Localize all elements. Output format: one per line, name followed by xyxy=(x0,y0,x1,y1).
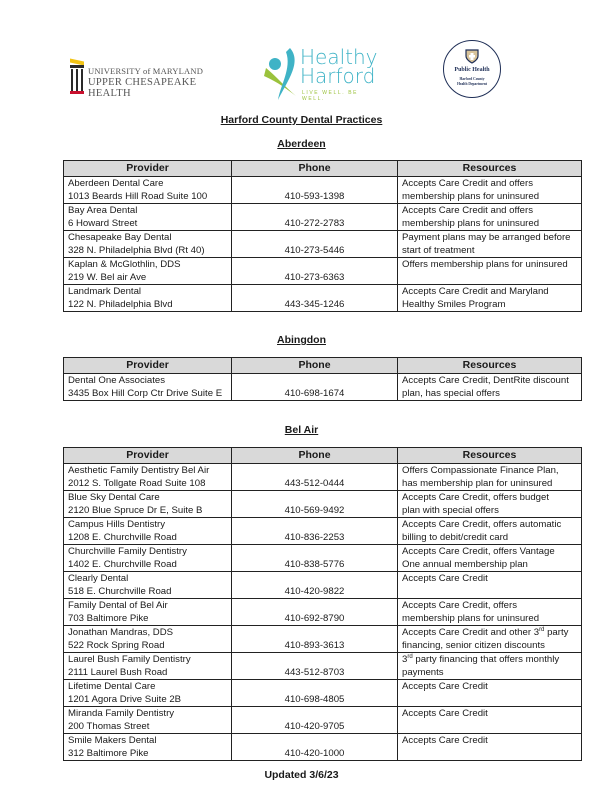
table-row xyxy=(64,734,582,761)
provider-name: Jonathan Mandras, DDS xyxy=(68,627,174,638)
provider-name: Kaplan & McGlothlin, DDS xyxy=(68,259,181,270)
provider-name: Bay Area Dental xyxy=(68,205,138,216)
provider-name: Blue Sky Dental Care xyxy=(68,492,160,503)
resources-cell xyxy=(398,285,582,312)
provider-address: 219 W. Bel air Ave xyxy=(68,272,147,283)
document-title: Harford County Dental Practices xyxy=(220,114,383,126)
provider-name: Aesthetic Family Dentistry Bel Air xyxy=(68,465,210,476)
column-header-phone: Phone xyxy=(232,448,398,464)
table-row xyxy=(64,572,582,599)
phone-cell xyxy=(232,231,398,258)
table-row xyxy=(64,285,582,312)
resources-line: 3rd party financing that offers monthly xyxy=(402,653,560,665)
phone-number: 443-345-1246 xyxy=(284,299,345,310)
resources-line: Accepts Care Credit and offers xyxy=(402,205,534,216)
provider-cell xyxy=(64,177,232,204)
resources-line xyxy=(402,693,577,706)
provider-address: 518 E. Churchville Road xyxy=(68,586,172,597)
provider-cell xyxy=(64,680,232,707)
resources-line: Offers Compassionate Finance Plan, xyxy=(402,465,559,476)
phone-number: 443-512-0444 xyxy=(284,478,345,489)
provider-address: 1208 E. Churchville Road xyxy=(68,532,177,543)
phone-cell xyxy=(232,545,398,572)
provider-name: Chesapeake Bay Dental xyxy=(68,232,172,243)
table-row xyxy=(64,231,582,258)
resources-line: Accepts Care Credit xyxy=(402,708,488,719)
resources-cell xyxy=(398,545,582,572)
column-header-provider: Provider xyxy=(64,448,232,464)
provider-cell xyxy=(64,653,232,680)
provider-address: 2012 S. Tollgate Road Suite 108 xyxy=(68,478,206,489)
phone-cell xyxy=(232,572,398,599)
shield-cross-icon xyxy=(464,48,480,64)
resources-line: membership plans for uninsured xyxy=(402,613,540,624)
phone-number: 410-698-1674 xyxy=(284,388,345,399)
resources-line: Accepts Care Credit, DentRite discount xyxy=(402,375,569,386)
provider-address: 1201 Agora Drive Suite 2B xyxy=(68,694,182,705)
phone-cell xyxy=(232,285,398,312)
column-header-provider: Provider xyxy=(64,161,232,177)
table-header-row xyxy=(64,161,582,177)
healthy-harford-line2: Harford xyxy=(300,64,376,88)
provider-cell xyxy=(64,626,232,653)
resources-line: Accepts Care Credit xyxy=(402,573,488,584)
public-health-logo xyxy=(443,40,501,98)
phone-number: 410-273-6363 xyxy=(284,272,345,283)
phone-number: 410-692-8790 xyxy=(284,613,345,624)
resources-cell xyxy=(398,599,582,626)
table-row xyxy=(64,626,582,653)
resources-cell xyxy=(398,177,582,204)
healthy-harford-logo xyxy=(262,42,382,106)
provider-address: 522 Rock Spring Road xyxy=(68,640,165,651)
phone-cell xyxy=(232,491,398,518)
phone-number: 443-512-8703 xyxy=(284,667,345,678)
phone-cell xyxy=(232,204,398,231)
umd-logo-line2: UPPER CHESAPEAKE HEALTH xyxy=(88,77,197,99)
resources-line: Offers membership plans for uninsured xyxy=(402,259,568,270)
public-health-sub1: Harford County xyxy=(459,77,485,81)
provider-cell xyxy=(64,258,232,285)
table-abingdon xyxy=(63,357,582,401)
resources-cell xyxy=(398,680,582,707)
resources-cell xyxy=(398,231,582,258)
table-row xyxy=(64,680,582,707)
public-health-sub2: Health Department xyxy=(457,81,487,86)
resources-line xyxy=(402,271,577,284)
provider-address: 312 Baltimore Pike xyxy=(68,748,149,759)
resources-line: Accepts Care Credit, offers Vantage xyxy=(402,546,555,557)
phone-cell xyxy=(232,734,398,761)
phone-cell xyxy=(232,258,398,285)
provider-address: 6 Howard Street xyxy=(68,218,138,229)
resources-line: Accepts Care Credit and other 3rd party xyxy=(402,626,569,638)
phone-number: 410-593-1398 xyxy=(284,191,345,202)
table-header-row xyxy=(64,448,582,464)
provider-cell xyxy=(64,464,232,491)
provider-name: Miranda Family Dentistry xyxy=(68,708,175,719)
section-title-abingdon: Abingdon xyxy=(277,334,326,346)
resources-line: Accepts Care Credit, offers budget xyxy=(402,492,550,503)
table-row xyxy=(64,707,582,734)
resources-cell xyxy=(398,204,582,231)
table-row xyxy=(64,177,582,204)
table-row xyxy=(64,545,582,572)
resources-cell xyxy=(398,734,582,761)
table-row xyxy=(64,204,582,231)
phone-cell xyxy=(232,653,398,680)
resources-cell xyxy=(398,626,582,653)
resources-line: has membership plan for uninsured xyxy=(402,478,553,489)
provider-name: Lifetime Dental Care xyxy=(68,681,156,692)
provider-cell xyxy=(64,374,232,401)
provider-name: Smile Makers Dental xyxy=(68,735,157,746)
provider-cell xyxy=(64,518,232,545)
umd-upper-chesapeake-logo xyxy=(70,60,240,99)
person-figure-icon xyxy=(262,46,302,102)
resources-line: membership plans for uninsured xyxy=(402,191,540,202)
column-header-phone: Phone xyxy=(232,161,398,177)
column-header-phone: Phone xyxy=(232,358,398,374)
phone-cell xyxy=(232,374,398,401)
resources-line: plan, has special offers xyxy=(402,388,500,399)
phone-cell xyxy=(232,626,398,653)
phone-cell xyxy=(232,599,398,626)
table-aberdeen xyxy=(63,160,582,312)
provider-cell xyxy=(64,599,232,626)
provider-address: 122 N. Philadelphia Blvd xyxy=(68,299,173,310)
resources-line: Accepts Care Credit, offers automatic xyxy=(402,519,562,530)
resources-line: plan with special offers xyxy=(402,505,499,516)
table-row xyxy=(64,374,582,401)
provider-cell xyxy=(64,545,232,572)
resources-cell xyxy=(398,258,582,285)
resources-cell xyxy=(398,572,582,599)
healthy-harford-tagline: LIVE WELL. BE WELL. xyxy=(302,90,359,102)
resources-cell xyxy=(398,491,582,518)
provider-cell xyxy=(64,734,232,761)
phone-cell xyxy=(232,518,398,545)
phone-number: 410-272-2783 xyxy=(284,218,345,229)
umd-logo-line1: UNIVERSITY of MARYLAND xyxy=(88,66,204,76)
provider-name: Family Dental of Bel Air xyxy=(68,600,168,611)
resources-line: payments xyxy=(402,667,444,678)
provider-address: 1013 Beards Hill Road Suite 100 xyxy=(68,191,208,202)
resources-line xyxy=(402,747,577,760)
phone-cell xyxy=(232,680,398,707)
phone-number: 410-420-9822 xyxy=(284,586,345,597)
provider-address: 200 Thomas Street xyxy=(68,721,150,732)
resources-cell xyxy=(398,518,582,545)
phone-number: 410-836-2253 xyxy=(284,532,345,543)
provider-cell xyxy=(64,231,232,258)
healthy-harford-line1: Healthy xyxy=(300,45,378,69)
column-header-provider: Provider xyxy=(64,358,232,374)
resources-line: Healthy Smiles Program xyxy=(402,299,506,310)
phone-cell xyxy=(232,707,398,734)
column-building-icon xyxy=(70,60,84,94)
resources-line xyxy=(402,585,577,598)
provider-name: Laurel Bush Family Dentistry xyxy=(68,654,191,665)
provider-name: Churchville Family Dentistry xyxy=(68,546,187,557)
provider-name: Landmark Dental xyxy=(68,286,142,297)
table-row xyxy=(64,491,582,518)
resources-line: Accepts Care Credit and offers xyxy=(402,178,534,189)
resources-line xyxy=(402,720,577,733)
provider-address: 3435 Box Hill Corp Ctr Drive Suite E xyxy=(68,388,223,399)
provider-address: 703 Baltimore Pike xyxy=(68,613,149,624)
provider-cell xyxy=(64,204,232,231)
provider-cell xyxy=(64,491,232,518)
section-title-bel-air: Bel Air xyxy=(284,424,319,436)
resources-line: billing to debit/credit card xyxy=(402,532,509,543)
phone-number: 410-420-9705 xyxy=(284,721,345,732)
provider-name: Campus Hills Dentistry xyxy=(68,519,166,530)
table-row xyxy=(64,464,582,491)
table-header-row xyxy=(64,358,582,374)
column-header-resources: Resources xyxy=(398,358,582,374)
provider-address: 1402 E. Churchville Road xyxy=(68,559,177,570)
phone-number: 410-420-1000 xyxy=(284,748,345,759)
resources-line: Payment plans may be arranged before xyxy=(402,232,571,243)
resources-line: Accepts Care Credit xyxy=(402,735,488,746)
provider-name: Aberdeen Dental Care xyxy=(68,178,164,189)
resources-line: membership plans for uninsured xyxy=(402,218,540,229)
provider-cell xyxy=(64,707,232,734)
phone-number: 410-569-9492 xyxy=(284,505,345,516)
resources-line: start of treatment xyxy=(402,245,475,256)
phone-number: 410-893-3613 xyxy=(284,640,345,651)
logo-bar xyxy=(0,38,603,108)
resources-cell xyxy=(398,653,582,680)
phone-cell xyxy=(232,464,398,491)
provider-name: Clearly Dental xyxy=(68,573,129,584)
phone-number: 410-273-5446 xyxy=(284,245,345,256)
phone-number: 410-838-5776 xyxy=(284,559,345,570)
provider-address: 2120 Blue Spruce Dr E, Suite B xyxy=(68,505,203,516)
resources-line: financing, senior citizen discounts xyxy=(402,640,545,651)
column-header-resources: Resources xyxy=(398,448,582,464)
section-title-aberdeen: Aberdeen xyxy=(277,138,326,150)
resources-line: Accepts Care Credit xyxy=(402,681,488,692)
table-row xyxy=(64,653,582,680)
provider-name: Dental One Associates xyxy=(68,375,166,386)
table-row xyxy=(64,599,582,626)
provider-cell xyxy=(64,572,232,599)
public-health-title: Public Health xyxy=(454,67,490,73)
resources-cell xyxy=(398,374,582,401)
provider-address: 328 N. Philadelphia Blvd (Rt 40) xyxy=(68,245,205,256)
phone-cell xyxy=(232,177,398,204)
resources-line: Accepts Care Credit, offers xyxy=(402,600,517,611)
provider-address: 2111 Laurel Bush Road xyxy=(68,667,168,678)
table-row xyxy=(64,518,582,545)
table-row xyxy=(64,258,582,285)
resources-line: Accepts Care Credit and Maryland xyxy=(402,286,549,297)
resources-line: One annual membership plan xyxy=(402,559,528,570)
resources-cell xyxy=(398,464,582,491)
table-bel-air xyxy=(63,447,582,761)
column-header-resources: Resources xyxy=(398,161,582,177)
phone-number: 410-698-4805 xyxy=(284,694,345,705)
provider-cell xyxy=(64,285,232,312)
updated-date: Updated 3/6/23 xyxy=(264,769,339,781)
resources-cell xyxy=(398,707,582,734)
